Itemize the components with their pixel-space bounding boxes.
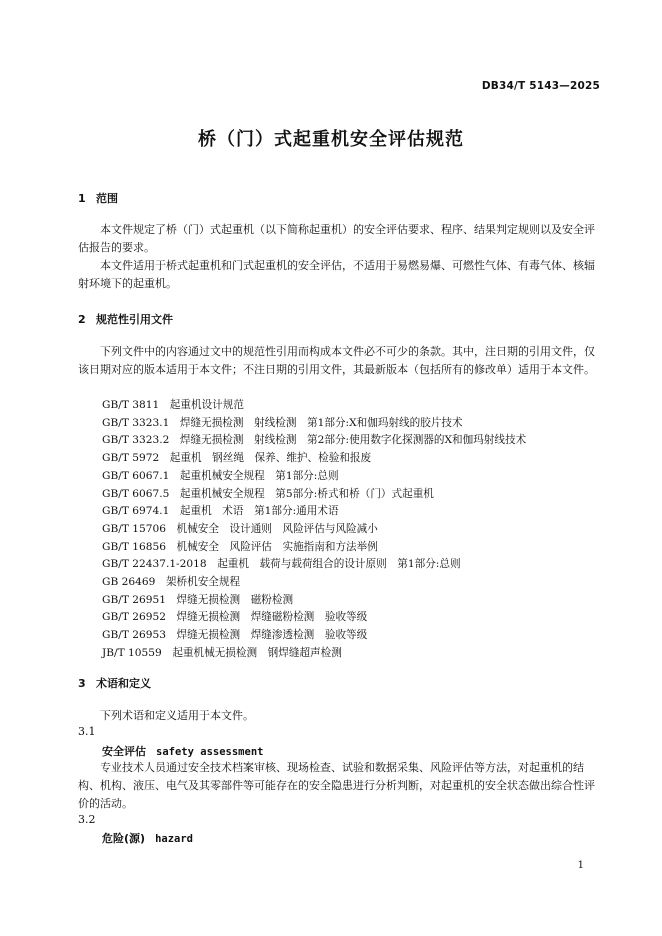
paragraph: 本文件适用于桥式起重机和门式起重机的安全评估，不适用于易燃易爆、可燃性气体、有毒气体、核辐射环境下的起重机。 [78, 259, 595, 290]
reference-item: GB/T 6067.1 起重机械安全规程 第1部分:总则 [102, 469, 339, 482]
reference-item: GB/T 3811 起重机设计规范 [102, 399, 244, 411]
reference-item: JB/T 10559 起重机械无损检测 钢焊缝超声检测 [102, 646, 342, 659]
reference-item: GB/T 15706 机械安全 设计通则 风险评估与风险减小 [102, 522, 378, 535]
section-heading-normative-references [78, 311, 173, 327]
section-heading-scope [78, 190, 118, 206]
section-title: 范围 [96, 192, 118, 205]
section-title: 规范性引用文件 [96, 313, 173, 326]
section-heading-terms-definitions [78, 675, 151, 691]
term-english: hazard [155, 833, 193, 845]
section-number: 2 [78, 313, 86, 326]
term-entry [102, 743, 263, 759]
term-number: 3.1 [78, 725, 96, 738]
paragraph: 下列文件中的内容通过文中的规范性引用而构成本文件必不可少的条款。其中，注日期的引用文件，仅该日期对应的版本适用于本文件；不注日期的引用文件，其最新版本（包括所有的修改单）适用于本文件。 [78, 345, 595, 376]
reference-item: GB/T 22437.1-2018 起重机 载荷与载荷组合的设计原则 第1部分:总则 [102, 558, 461, 571]
paragraph: 本文件规定了桥（门）式起重机（以下简称起重机）的安全评估要求、程序、结果判定规则以及安全评估报告的要求。 [78, 223, 595, 254]
page-number: 1 [577, 860, 584, 871]
reference-list [102, 397, 526, 663]
reference-item: GB/T 6067.5 起重机械安全规程 第5部分:桥式和桥（门）式起重机 [102, 487, 434, 500]
reference-item: GB/T 16856 机械安全 风险评估 实施指南和方法举例 [102, 540, 378, 553]
document-title: 桥（门）式起重机安全评估规范 [198, 129, 464, 150]
document-code: DB34/T 5143—2025 [481, 80, 600, 92]
reference-item: GB/T 3323.2 焊缝无损检测 射线检测 第2部分:使用数字化探测器的X和伽玛射线技术 [102, 434, 527, 447]
term-entry [102, 830, 193, 846]
term-definition: 专业技术人员通过安全技术档案审核、现场检查、试验和数据采集、风险评估等方法，对起重机的结构、机构、液压、电气及其零部件等可能存在的安全隐患进行分析判断，对起重机的安全状态做出综合性评价的活动。 [78, 761, 595, 810]
term-chinese: 危险(源) [102, 832, 146, 845]
section-title: 术语和定义 [96, 677, 151, 690]
term-chinese: 安全评估 [102, 745, 146, 758]
reference-item: GB/T 5972 起重机 钢丝绳 保养、维护、检验和报废 [102, 452, 372, 465]
section-number: 1 [78, 192, 86, 205]
reference-item: GB/T 26951 焊缝无损检测 磁粉检测 [102, 593, 294, 606]
reference-item: GB/T 26952 焊缝无损检测 焊缝磁粉检测 验收等级 [102, 611, 368, 624]
section-number: 3 [78, 677, 86, 690]
reference-item: GB/T 26953 焊缝无损检测 焊缝渗透检测 验收等级 [102, 629, 368, 642]
term-english: safety assessment [156, 746, 264, 758]
reference-item: GB 26469 架桥机安全规程 [102, 576, 241, 589]
reference-item: GB/T 6974.1 起重机 术语 第1部分:通用术语 [102, 505, 339, 518]
reference-item: GB/T 3323.1 焊缝无损检测 射线检测 第1部分:X和伽玛射线的胶片技术 [102, 416, 463, 429]
term-number: 3.2 [78, 813, 96, 826]
paragraph: 下列术语和定义适用于本文件。 [100, 709, 254, 722]
